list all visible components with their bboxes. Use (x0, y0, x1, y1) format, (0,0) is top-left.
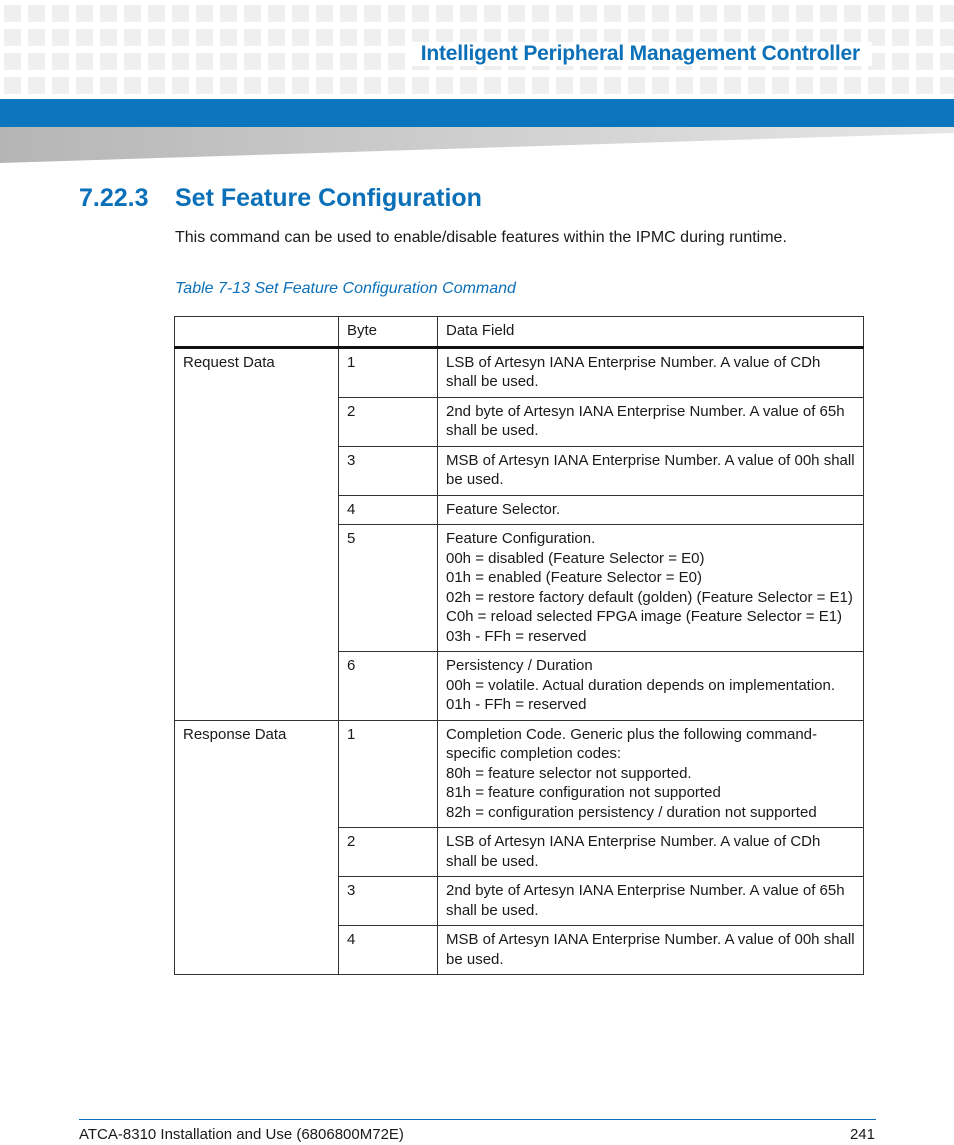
header-tile (412, 77, 429, 94)
header-tile (652, 77, 669, 94)
header-tile (316, 53, 333, 70)
header-tile (364, 29, 381, 46)
header-tile (100, 5, 117, 22)
byte-cell: 1 (339, 720, 438, 828)
header-tile (796, 5, 813, 22)
header-tile (196, 53, 213, 70)
data-field-line: 01h = enabled (Feature Selector = E0) (446, 569, 702, 586)
data-field-line: Persistency / Duration (446, 657, 593, 674)
byte-cell: 1 (339, 347, 438, 397)
header-tile (604, 77, 621, 94)
header-tile (292, 77, 309, 94)
byte-cell: 2 (339, 828, 438, 877)
header-tile (388, 29, 405, 46)
data-field-line: 01h - FFh = reserved (446, 696, 587, 713)
byte-cell: 5 (339, 525, 438, 652)
header-tile (268, 77, 285, 94)
header-tile (292, 29, 309, 46)
header-cell-byte: Byte (339, 317, 438, 348)
data-field-line: 82h = configuration persistency / duration not supported (446, 803, 817, 821)
data-field-line: 02h = restore factory default (golden) (Feature Selector = E1) (446, 588, 853, 606)
header-tile (676, 5, 693, 22)
data-field-line: Feature Configuration. (446, 530, 596, 547)
header-tile (124, 77, 141, 94)
header-tile (940, 77, 954, 94)
header-tile (412, 5, 429, 22)
header-tile (4, 53, 21, 70)
header-tile (700, 77, 717, 94)
header-tile (196, 77, 213, 94)
header-tile (532, 5, 549, 22)
data-field-cell (438, 877, 864, 926)
data-field-line: 03h - FFh = reserved (446, 627, 587, 645)
header-tile (268, 53, 285, 70)
header-tile (892, 53, 909, 70)
header-tile (100, 77, 117, 94)
header-tile (844, 77, 861, 94)
header-tile (124, 53, 141, 70)
table-row (175, 720, 864, 828)
header-tile (292, 5, 309, 22)
header-tile (28, 5, 45, 22)
header-tile (148, 53, 165, 70)
header-tile (532, 77, 549, 94)
header-tile (940, 53, 954, 70)
footer-document-title: ATCA-8310 Installation and Use (6806800M72E) (79, 1126, 404, 1143)
header-tile (244, 77, 261, 94)
header-tile (4, 29, 21, 46)
header-tile (628, 77, 645, 94)
header-tile (28, 29, 45, 46)
data-field-line: C0h = reload selected FPGA image (Feature Selector = E1) (446, 608, 843, 625)
header-tile (748, 77, 765, 94)
header-tile (868, 5, 885, 22)
header-tile (52, 5, 69, 22)
header-tile (556, 5, 573, 22)
header-tile (652, 5, 669, 22)
header-tile (292, 53, 309, 70)
header-tile (628, 5, 645, 22)
header-tile (364, 77, 381, 94)
byte-cell: 4 (339, 926, 438, 975)
header-cell-data-field: Data Field (438, 317, 864, 348)
header-tile (796, 77, 813, 94)
data-field-line: 2nd byte of Artesyn IANA Enterprise Number. A value of 65h shall be used. (446, 882, 845, 919)
data-field-cell (438, 525, 864, 652)
data-field-line: 80h = feature selector not supported. (446, 764, 692, 782)
header-tile (508, 5, 525, 22)
header-tile (772, 77, 789, 94)
data-field-cell (438, 397, 864, 446)
header-tile (604, 5, 621, 22)
header-tile (916, 29, 933, 46)
header-tile (340, 77, 357, 94)
header-tile (76, 77, 93, 94)
header-tile (508, 77, 525, 94)
header-tile (436, 5, 453, 22)
header-tile (28, 77, 45, 94)
header-tile (220, 5, 237, 22)
byte-cell: 6 (339, 652, 438, 721)
command-table (174, 316, 864, 975)
header-tile (4, 5, 21, 22)
header-tile (916, 5, 933, 22)
header-tile (268, 5, 285, 22)
header-tile (484, 5, 501, 22)
header-tile (52, 77, 69, 94)
header-tile (196, 5, 213, 22)
byte-cell: 3 (339, 446, 438, 495)
header-tile (4, 77, 21, 94)
data-field-line: Feature Selector. (446, 500, 561, 518)
header-tile (148, 5, 165, 22)
header-tile (100, 53, 117, 70)
header-tile (724, 5, 741, 22)
header-tile (580, 5, 597, 22)
header-tile (220, 53, 237, 70)
intro-paragraph: This command can be used to enable/disable features within the IPMC during runtime. (175, 229, 787, 246)
header-tile (268, 29, 285, 46)
header-tile (436, 77, 453, 94)
table-header-row (175, 317, 864, 348)
header-tile (220, 29, 237, 46)
group-label-cell: Response Data (175, 720, 339, 975)
byte-cell: 4 (339, 495, 438, 525)
table-body (175, 347, 864, 975)
header-tile (940, 5, 954, 22)
section-number: 7.22.3 (79, 184, 149, 212)
data-field-cell (438, 347, 864, 397)
data-field-line: MSB of Artesyn IANA Enterprise Number. A value of 00h shall be used. (446, 451, 855, 488)
header-tile (892, 5, 909, 22)
header-tile (676, 77, 693, 94)
header-tile (172, 77, 189, 94)
header-tile (868, 77, 885, 94)
header-tile (172, 5, 189, 22)
data-field-cell (438, 720, 864, 828)
header-tile (940, 29, 954, 46)
header-tile (772, 5, 789, 22)
header-tile (244, 29, 261, 46)
header-tile (724, 77, 741, 94)
header-tile (244, 53, 261, 70)
header-tile (844, 5, 861, 22)
header-tile (220, 77, 237, 94)
header-tile (580, 77, 597, 94)
header-tile (340, 29, 357, 46)
group-label-cell: Request Data (175, 347, 339, 720)
data-field-cell (438, 828, 864, 877)
header-tile (916, 53, 933, 70)
header-tile (124, 29, 141, 46)
header-tile (316, 77, 333, 94)
footer-page-number: 241 (849, 1126, 875, 1143)
running-header-title: Intelligent Peripheral Management Controller (409, 42, 872, 66)
header-tile (340, 5, 357, 22)
header-tile (52, 29, 69, 46)
header-tile (244, 5, 261, 22)
header-tile (76, 53, 93, 70)
header-grey-wedge (0, 127, 954, 163)
header-cell-label (175, 317, 339, 348)
table-row (175, 347, 864, 397)
data-field-line: 00h = volatile. Actual duration depends on implementation. (446, 676, 836, 694)
header-tile (52, 53, 69, 70)
data-field-line: 2nd byte of Artesyn IANA Enterprise Number. A value of 65h shall be used. (446, 402, 845, 439)
header-tile (460, 5, 477, 22)
header-tile (388, 53, 405, 70)
header-tile (892, 77, 909, 94)
header-tile (364, 53, 381, 70)
header-tile (820, 5, 837, 22)
header-tile (748, 5, 765, 22)
byte-cell: 2 (339, 397, 438, 446)
data-field-line: MSB of Artesyn IANA Enterprise Number. A value of 00h shall be used. (446, 931, 855, 968)
header-tile (76, 5, 93, 22)
data-field-line: LSB of Artesyn IANA Enterprise Number. A value of CDh shall be used. (446, 833, 821, 870)
data-field-line: 00h = disabled (Feature Selector = E0) (446, 549, 705, 567)
header-tile (340, 53, 357, 70)
header-tile (148, 77, 165, 94)
header-tile (700, 5, 717, 22)
header-blue-band (0, 99, 954, 127)
header-tile (556, 77, 573, 94)
data-field-cell (438, 926, 864, 975)
header-tile (820, 77, 837, 94)
header-tile (916, 77, 933, 94)
data-field-cell (438, 495, 864, 525)
header-tile (460, 77, 477, 94)
header-tile (76, 29, 93, 46)
section-heading (79, 184, 482, 213)
header-tile (196, 29, 213, 46)
header-tile (364, 5, 381, 22)
header-tile (388, 77, 405, 94)
data-field-cell (438, 446, 864, 495)
header-tile (172, 53, 189, 70)
header-tile (316, 29, 333, 46)
header-tile (124, 5, 141, 22)
header-tile (100, 29, 117, 46)
table-caption: Table 7-13 Set Feature Configuration Command (175, 280, 516, 297)
header-tile (316, 5, 333, 22)
header-tile (28, 53, 45, 70)
footer-rule (79, 1119, 876, 1120)
data-field-line: LSB of Artesyn IANA Enterprise Number. A value of CDh shall be used. (446, 353, 821, 390)
section-title: Set Feature Configuration (175, 184, 482, 212)
data-field-line: 81h = feature configuration not supported (446, 784, 721, 801)
data-field-cell (438, 652, 864, 721)
byte-cell: 3 (339, 877, 438, 926)
data-field-line: Completion Code. Generic plus the following command-specific completion codes: (446, 725, 818, 762)
header-tile (148, 29, 165, 46)
header-tile (892, 29, 909, 46)
header-tile (172, 29, 189, 46)
header-tile (388, 5, 405, 22)
header-tile (484, 77, 501, 94)
